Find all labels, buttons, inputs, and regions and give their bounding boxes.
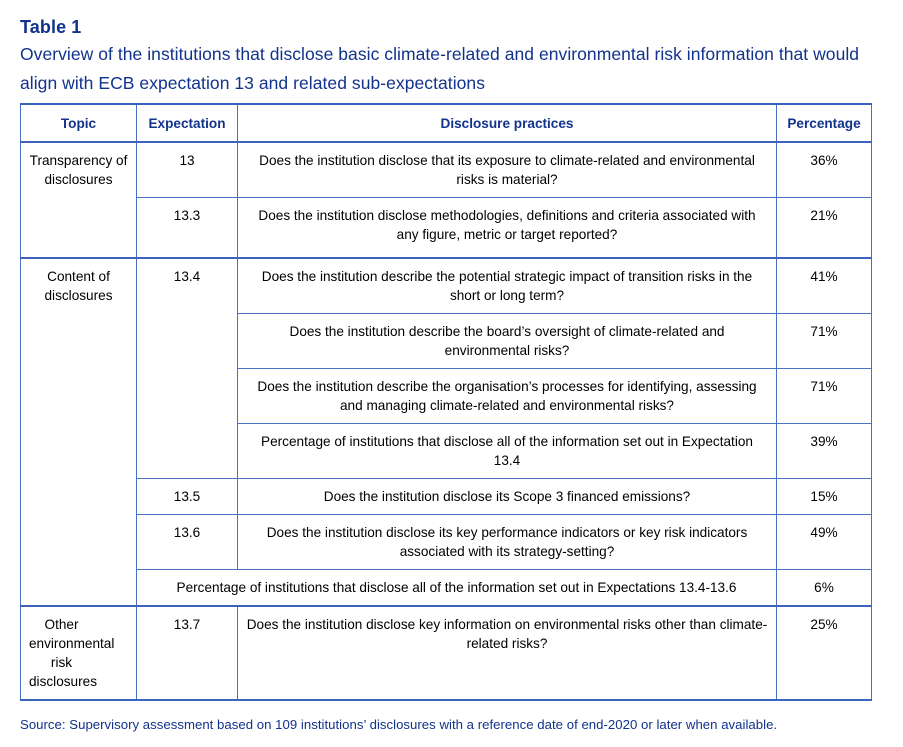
disclosure-practice-cell: Does the institution describe the organisation’s processes for identifying, assessing and managing climate-related and environmental risks? [238,368,777,423]
disclosure-practice-cell: Percentage of institutions that disclose all of the information set out in Expectation 13.4 [238,423,777,478]
percentage-cell: 71% [777,313,872,368]
table-number-label: Table 1 [20,17,82,37]
table-row-summary [21,569,872,606]
disclosure-practice-cell: Does the institution describe the potential strategic impact of transition risks in the short or long term? [238,258,777,314]
table-body [21,142,872,700]
percentage-cell: 6% [777,569,872,606]
column-header-topic: Topic [21,104,137,142]
disclosure-practice-cell: Does the institution disclose that its exposure to climate-related and environmental risks is material? [238,142,777,198]
disclosure-practice-cell: Does the institution disclose methodologies, definitions and criteria associated with any figure, metric or target reported? [238,198,777,258]
disclosure-practice-cell: Does the institution describe the board’s oversight of climate-related and environmental risks? [238,313,777,368]
table-header [21,104,872,142]
column-header-expectation: Expectation [137,104,238,142]
disclosure-practice-cell: Does the institution disclose its Scope 3 financed emissions? [238,478,777,514]
disclosure-practice-cell: Does the institution disclose its key performance indicators or key risk indicators associated with its strategy-setting? [238,514,777,569]
table-header-row [21,104,872,142]
source-note: Source: Supervisory assessment based on 109 institutions’ disclosures with a reference date of end-2020 or later when available. [20,716,778,732]
percentage-cell: 25% [777,606,872,700]
table-row [21,514,872,569]
topic-cell: Content of disclosures [21,258,137,606]
percentage-cell: 21% [777,198,872,258]
disclosure-practice-cell: Does the institution disclose key information on environmental risks other than climate-related risks? [238,606,777,700]
table-row [21,142,872,198]
summary-practice-cell: Percentage of institutions that disclose all of the information set out in Expectations 13.4-13.6 [137,569,777,606]
percentage-cell: 39% [777,423,872,478]
expectation-cell: 13.5 [137,478,238,514]
expectation-cell: 13 [137,142,238,198]
percentage-cell: 49% [777,514,872,569]
expectation-cell: 13.7 [137,606,238,700]
table-row [21,478,872,514]
expectation-cell: 13.3 [137,198,238,258]
column-header-percentage: Percentage [777,104,872,142]
expectation-cell: 13.6 [137,514,238,569]
table-row [21,258,872,314]
percentage-cell: 36% [777,142,872,198]
table-row [21,606,872,700]
percentage-cell: 15% [777,478,872,514]
expectation-cell: 13.4 [137,258,238,479]
topic-cell: Transparency of disclosures [21,142,137,258]
percentage-cell: 41% [777,258,872,314]
topic-cell: Other environmental risk disclosures [21,606,137,700]
percentage-cell: 71% [777,368,872,423]
table-row [21,198,872,258]
column-header-disclosure-practices: Disclosure practices [238,104,777,142]
disclosure-table [20,103,872,701]
table-title: Overview of the institutions that disclose basic climate-related and environmental risk information that would align with ECB expectation 13 and related sub-expectations [20,44,860,93]
